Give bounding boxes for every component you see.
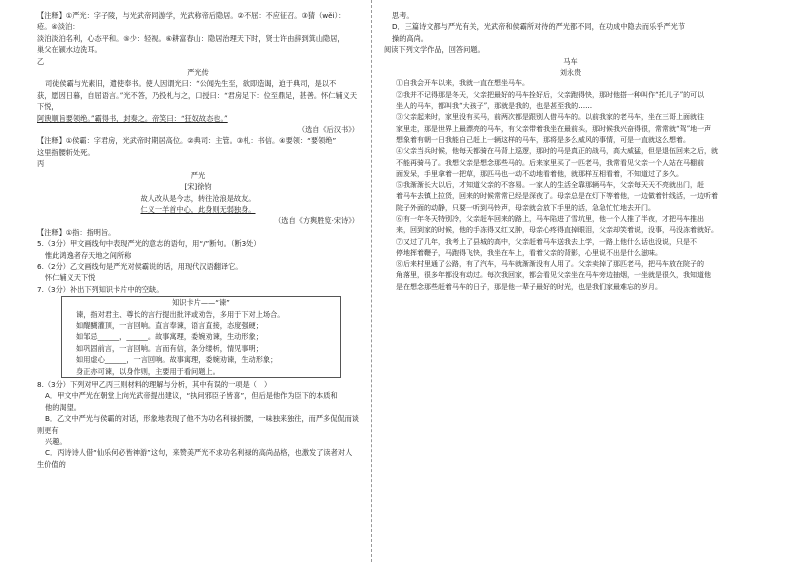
question-8-stem: 8.（3分）下列对甲乙丙三则材料的理解与分析，其中有误的一项是（ ） [37,380,272,389]
story-line: ①自我会开车以来，我就一直在想坐马车。 [396,79,529,88]
card-line: 谏，指对君主、尊长的言行提出批评或劝告，多用于下对上场合。 [76,309,285,319]
question-6-text: 怀仁辅义天下悦 [45,273,96,283]
story-body [384,78,757,293]
story-line: 院子外面的动静，只要一听到马铃声，母亲就会放下手里的活，急急忙忙地去开门。 [396,203,655,212]
reading-intro: 阅读下列文学作品，回答问题。 [384,45,485,55]
option-c: C．丙诗诗人借“仙乐何必皆神游”这句，来赞美严光不求功名利禄的高尚品格，也激发了读者对人生价值的 [37,448,353,469]
card-line: 如用虚心______，一言回响。故事寓理，委婉劝谏，生动形象； [76,355,278,365]
knowledge-card [61,296,341,378]
question-8 [37,379,359,470]
option-c-cont: 思考。 [392,11,414,20]
option-d: D．三篇诗文都与严光有关，光武帝和侯霸所对待的严光都不同，在功成中隐去而乐乎严光节 [392,22,686,32]
text-line: 司徒侯霸与光素旧，遣使奉书。使人因谓光曰：“公闻先生至，欲即造谒，迫于典司，是以不 [45,79,337,89]
story-line: 面发呆，手里拿着一把草，那匹马也一动不动地看着他，就那样互相看着，不知道过了多久。 [396,169,683,178]
note-line: 这里指腰斩处死。 [37,147,95,157]
yi-text [37,78,359,124]
story-line: 着马车去镇上拉货，回来的时候常常已经是深夜了。母亲总是在灯下等着他，一边做着针线活，一边听着 [396,192,718,201]
note-line: 淡泊淡泊名利，心态平和。⑤少：轻视。⑥耕富春山：隐居治理天下时，贤士许由辞到箕山隐居， [37,33,345,43]
story-line: ④父亲当兵时候，他每天都骑在马背上巡逻，那时的马是真正的战马，高大威猛，但是退伍回来之后，就 [396,147,718,156]
poem-line: 故人改从是今志，转往沧浪是故友。 [140,193,256,203]
text-line: 获，愿因日暮，自屈语言。”光不答，乃投札与之，口授曰：“君房足下：位至鼎足，甚善。怀仁辅义天下悦， [37,90,358,112]
poem-title: 严光 [190,170,206,180]
option-d-cont: 操的高尚。 [392,33,428,43]
note-line: 巢父在颍水边洗耳。 [37,45,102,55]
story-line: ②我并不记得那是冬天，父亲把最好的马车拴好后，父亲跑得快，那时他搭一种叫作“托儿子”的可以 [396,90,705,99]
card-line: 身正亦可谏，以身作则，主要用于看问题上。 [76,366,220,376]
poem-author: [宋]徐钧 [184,182,212,192]
text-line-underlined: 阿谀顺旨要领绝。”霸得书，封奏之。帝笑曰：“狂奴故态也。” [37,113,228,123]
story-line: 是在想念那些赶着马车的日子，那是他一辈子最好的时光，也是我们家最难忘的岁月。 [396,282,662,291]
card-line: 如醍醐灌顶，一言回响。直言奉谏，语言直接，态度强硬； [76,320,263,330]
option-b-cont: 兴趣。 [45,437,67,447]
story-line: 想象着有朝一日我能自己赶上一辆这样的马车，那将是多么威风的事情，可是一直就这么想着。 [396,135,690,144]
yi-source: （选自《后汉书》） [297,125,359,135]
question-5: 5.（3分）甲文画线句中表现严光的意志的语句，用“/”断句。（断3处） [37,239,261,249]
yi-title: 严光传 [187,68,209,78]
story-line: ⑦又过了几年，我考上了县城的高中，父亲赶着马车送我去上学，一路上他什么话也没说，只是不 [396,237,697,246]
story-line: ⑤我渐渐长大以后，才知道父亲的不容易。一家人的生活全靠那辆马车，父亲每天天不亮就出门，赶 [396,181,704,190]
story-line: 角落里，很多年都没有动过。每次我回家，都会看见父亲坐在马车旁边抽烟，一坐就是很久，我知道他 [396,271,711,280]
right-column [384,10,757,293]
notes-yi [37,135,359,158]
story-line: ③父亲起来时，家里没有买马，前两次都是跟别人借马车的。以前我家的老马车，坐在三哥上面就往 [396,113,704,122]
option-a: A．甲文中严光在朝堂上向光武帝提出建议，“执问邪臣子皆喜”，但后是他作为臣下的本质和 [45,391,338,401]
notes-jia [37,10,359,56]
poem-line-underlined: 仁义一羊首中心，此身则无弱独身。 [140,204,256,214]
left-column [37,10,359,470]
story-line: ⑧后来村里通了公路，有了汽车，马车就渐渐没有人用了。父亲卖掉了那匹老马，把马车放在院子的 [396,260,704,269]
question-7: 7.（3分）补出下列知识卡片中的空缺。 [37,284,164,294]
poem-source: （选自《方舆胜览·宋诗》） [274,216,359,226]
column-divider [371,0,372,562]
notes-bing: 【注释】①指：指明旨。 [37,227,116,237]
section-label-bing: 丙 [37,159,45,169]
option-a-cont: 他的渴望。 [45,402,81,412]
story-title: 马车 [563,56,578,66]
story-line: 停地挥着鞭子，马跑得飞快，我坐在车上，看着父亲的背影，心里说不出是什么滋味。 [396,248,662,257]
story-line: 家里走，那是世界上最漂亮的马车，有父亲带着我坐在最前头，那时候我兴奋得很，常常就“驾”地一声 [396,124,712,133]
card-line: 如邹忌______，______。故事寓理，委婉劝谏，生动形象； [76,332,263,342]
card-line: 如巩固前言，一言回响。言而有信，条分缕析，情见事明； [76,343,263,353]
story-author: 刘永贵 [559,68,582,78]
option-b: B．乙文中严光与侯霸的对话，形象地表现了他不为功名利禄折腰，一味独来独往，而严多侃侃而谈则更有 [37,414,359,435]
story-line: 坐人的马车，都叫我“大孩子”，那就是我的，也是甚至我的…… [396,102,593,111]
question-5-text: 惟此鸿逸者存天地之间所称 [45,250,132,260]
note-line: 【注释】①侯霸：字君房，光武帝时期居高位。②典司：主管。③札：书信。④要领：“要领绝” [37,136,337,146]
note-line: 【注释】①严光：字子陵，与光武帝同游学，光武称帝后隐居。②不屈：不应征召。③猜（wěi）：疮。④淡泊： [37,11,346,32]
card-title: 知识卡片——“谏” [172,298,230,308]
story-line: ⑥有一年冬天特别冷，父亲赶车回来的路上，马车陷进了雪坑里，他一个人推了半夜，才把马车推出 [396,215,704,223]
section-label-yi: 乙 [37,56,45,66]
story-line: 不能再骑马了。我想父亲是想念那些马的。后来家里买了一匹老马，我常看见父亲一个人站在马棚前 [396,158,704,167]
story-line: 来，回到家的时候，他的手冻得又红又肿，母亲心疼得直掉眼泪，父亲却笑着说，没事，马没冻着就好。 [396,226,718,235]
question-6: 6.（2分）乙文画线句是严光对侯霸说的话，用现代汉语翻译它。 [37,261,243,271]
